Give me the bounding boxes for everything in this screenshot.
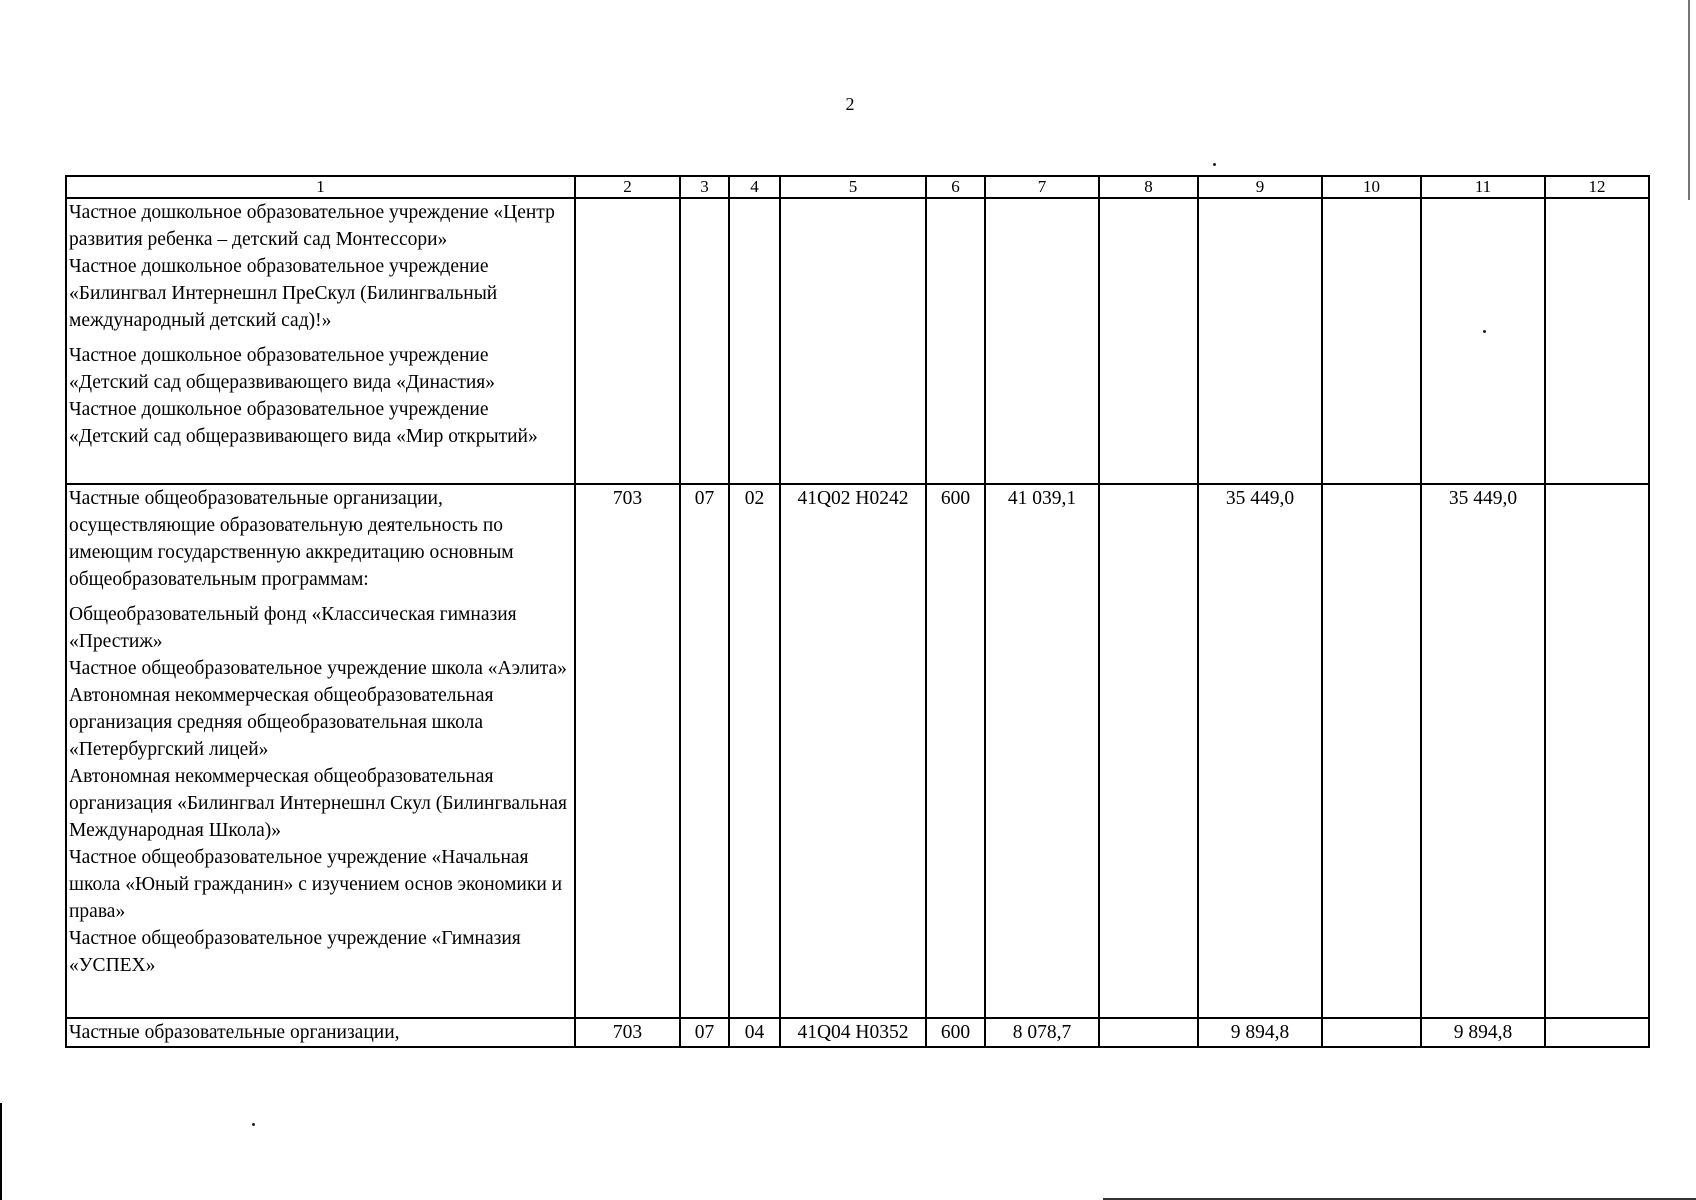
table-cell (575, 198, 680, 484)
page-number: 2 (845, 94, 855, 114)
column-header: 1 (66, 176, 575, 198)
table-cell: 41Q04 H0352 (780, 1018, 926, 1047)
table-cell (1545, 198, 1649, 484)
column-header: 9 (1198, 176, 1322, 198)
organization-name: Автономная некоммерческая общеобразовательная организация «Билингвал Интернешнл Скул (Билингвальная Международная Школа)» (69, 766, 567, 841)
column-header: 4 (729, 176, 780, 198)
table-cell (1099, 1018, 1198, 1047)
table-cell (1099, 484, 1198, 1018)
column-header: 11 (1421, 176, 1545, 198)
table-cell: 703 (575, 484, 680, 1018)
table-cell (780, 198, 926, 484)
scan-speck (252, 1123, 255, 1126)
column-header: 2 (575, 176, 680, 198)
organization-names-cell (66, 484, 575, 1018)
table-cell (1322, 1018, 1421, 1047)
table-cell (1545, 1018, 1649, 1047)
organization-name: Общеобразовательный фонд «Классическая гимназия «Престиж» (69, 604, 517, 652)
organization-name: Частное дошкольное образовательное учреждение «Детский сад общеразвивающего вида «Мир открытий» (69, 399, 538, 447)
table-cell: 02 (729, 484, 780, 1018)
table-cell (1322, 198, 1421, 484)
organization-names-cell (66, 198, 575, 484)
budget-table (65, 175, 1650, 1048)
table-cell: 600 (926, 1018, 985, 1047)
table-cell: 04 (729, 1018, 780, 1047)
column-header: 10 (1322, 176, 1421, 198)
organization-name: Частные образовательные организации, (69, 1022, 400, 1043)
table-cell (1322, 484, 1421, 1018)
scan-edge-line (0, 1103, 2, 1200)
organization-names-cell (66, 1018, 575, 1047)
table-cell: 600 (926, 484, 985, 1018)
table-cell: 35 449,0 (1421, 484, 1545, 1018)
table-cell (985, 198, 1099, 484)
table-cell (729, 198, 780, 484)
organization-name: Частное дошкольное образовательное учреждение «Центр развития ребенка – детский сад Монтессори» (69, 202, 555, 250)
column-header: 8 (1099, 176, 1198, 198)
table-row (66, 484, 1649, 1018)
scan-speck (1213, 163, 1216, 166)
table-cell (1421, 198, 1545, 484)
table-cell: 703 (575, 1018, 680, 1047)
column-header: 5 (780, 176, 926, 198)
scan-speck (1483, 330, 1486, 333)
organization-name: Частное дошкольное образовательное учреждение «Детский сад общеразвивающего вида «Династия» (69, 345, 496, 393)
organization-name: Частное общеобразовательное учреждение «Гимназия «УСПЕХ» (69, 928, 521, 976)
organization-name: Частное общеобразовательное учреждение «Начальная школа «Юный гражданин» с изучением основ экономики и права» (69, 847, 563, 922)
column-header: 3 (680, 176, 729, 198)
organization-name: Частное общеобразовательное учреждение школа «Аэлита» (69, 658, 567, 679)
column-header: 6 (926, 176, 985, 198)
table-cell: 07 (680, 1018, 729, 1047)
table-cell: 41 039,1 (985, 484, 1099, 1018)
column-header: 12 (1545, 176, 1649, 198)
table-cell: 9 894,8 (1421, 1018, 1545, 1047)
organization-name: Частные общеобразовательные организации, осуществляющие образовательную деятельность по имеющим государственную аккредитацию основным общеобразовательным программам: (69, 488, 514, 590)
table-row (66, 1018, 1649, 1047)
column-header: 7 (985, 176, 1099, 198)
table-cell: 41Q02 H0242 (780, 484, 926, 1018)
table-cell (680, 198, 729, 484)
table-row (66, 198, 1649, 484)
table-cell (1545, 484, 1649, 1018)
table-cell: 8 078,7 (985, 1018, 1099, 1047)
organization-name: Частное дошкольное образовательное учреждение «Билингвал Интернешнл ПреСкул (Билингвальный международный детский сад)!» (69, 256, 498, 331)
table-cell (1099, 198, 1198, 484)
table-cell (926, 198, 985, 484)
table-cell: 35 449,0 (1198, 484, 1322, 1018)
scan-edge-line (1688, 0, 1690, 200)
organization-name: Автономная некоммерческая общеобразовательная организация средняя общеобразовательная школа «Петербургский лицей» (69, 685, 494, 760)
header-row (66, 176, 1649, 198)
table-cell: 9 894,8 (1198, 1018, 1322, 1047)
table-cell: 07 (680, 484, 729, 1018)
table-cell (1198, 198, 1322, 484)
